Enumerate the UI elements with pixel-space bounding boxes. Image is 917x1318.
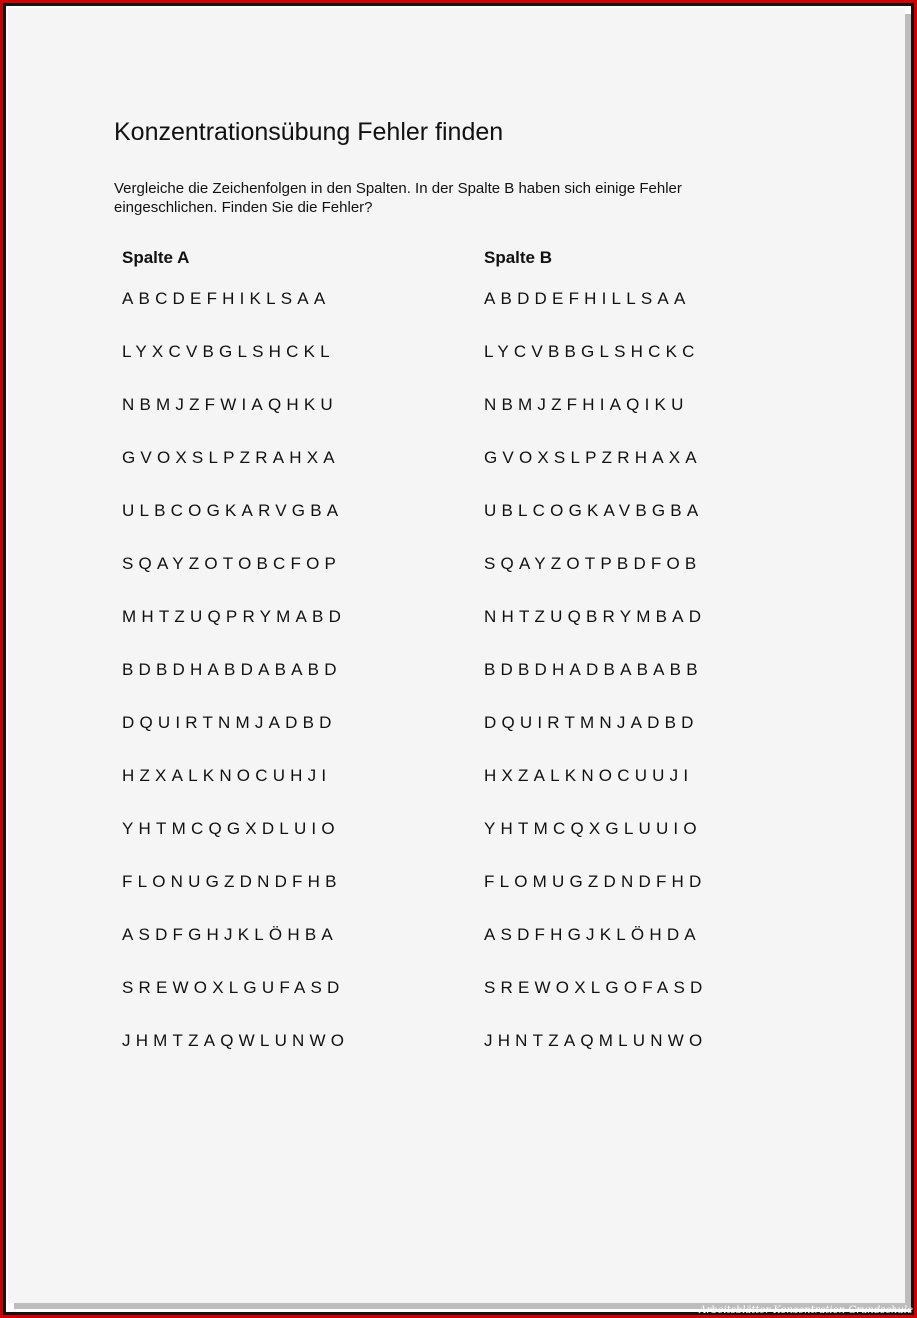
column-b-row: YHTMCQXGLUUIO: [484, 819, 702, 838]
column-a-list: [122, 289, 349, 1084]
column-b-row: NHTZUQBRYMBAD: [484, 607, 707, 626]
column-b-header: Spalte B: [484, 248, 553, 267]
column-b-row: BDBDHADBABABB: [484, 660, 703, 679]
column-a-row: BDBDHABDABABD: [122, 660, 342, 679]
worksheet-instructions: Vergleiche die Zeichenfolgen in den Spalten. In der Spalte B haben sich einige Fehler eingeschlichen. Finden Sie die Fehler?: [114, 180, 682, 216]
column-b-row: DQUIRTMNJADBD: [484, 713, 699, 732]
column-a-row: NBMJZFWIAQHKU: [122, 395, 338, 414]
column-b-row: UBLCOGKAVBGBA: [484, 501, 704, 520]
column-a-row: SQAYZOTOBCFOP: [122, 554, 342, 573]
column-b-row: ABDDEFHILLSAA: [484, 289, 691, 308]
column-a-row: YHTMCQGXDLUIO: [122, 819, 340, 838]
column-a-row: LYXCVBGLSHCKL: [122, 342, 335, 361]
column-b-row: JHNTZAQMLUNWO: [484, 1031, 708, 1050]
column-b-row: FLOMUGZDNDFHD: [484, 872, 707, 891]
column-b-row: NBMJZFHIAQIKU: [484, 395, 689, 414]
column-a-row: HZXALKNOCUHJI: [122, 766, 332, 785]
column-b-list: [484, 289, 707, 1084]
column-a-row: DQUIRTNMJADBD: [122, 713, 337, 732]
column-b-row: ASDFHGJKLÖHDA: [484, 925, 701, 944]
column-a-header: Spalte A: [122, 248, 190, 267]
column-b-row: SQAYZOTPBDFOB: [484, 554, 702, 573]
column-b-row: LYCVBBGLSHCKC: [484, 342, 700, 361]
column-a-row: FLONUGZDNDFHB: [122, 872, 342, 891]
column-a-row: ABCDEFHIKLSAA: [122, 289, 331, 308]
watermark-text: Arbeitsblätter Konzentration Grundschule: [699, 1305, 913, 1316]
column-a-row: ASDFGHJKLÖHBA: [122, 925, 338, 944]
column-a-row: ULBCOGKARVGBA: [122, 501, 344, 520]
column-a-row: GVOXSLPZRAHXA: [122, 448, 340, 467]
column-a-row: JHMTZAQWLUNWO: [122, 1031, 350, 1050]
column-b-row: SREWOXLGOFASD: [484, 978, 708, 997]
column-b-row: GVOXSLPZRHAXA: [484, 448, 702, 467]
worksheet-title: Konzentrationsübung Fehler finden: [114, 118, 504, 146]
column-a-row: MHTZUQPRYMABD: [122, 607, 347, 626]
column-b-row: HXZALKNOCUUJI: [484, 766, 694, 785]
column-a-row: SREWOXLGUFASD: [122, 978, 345, 997]
